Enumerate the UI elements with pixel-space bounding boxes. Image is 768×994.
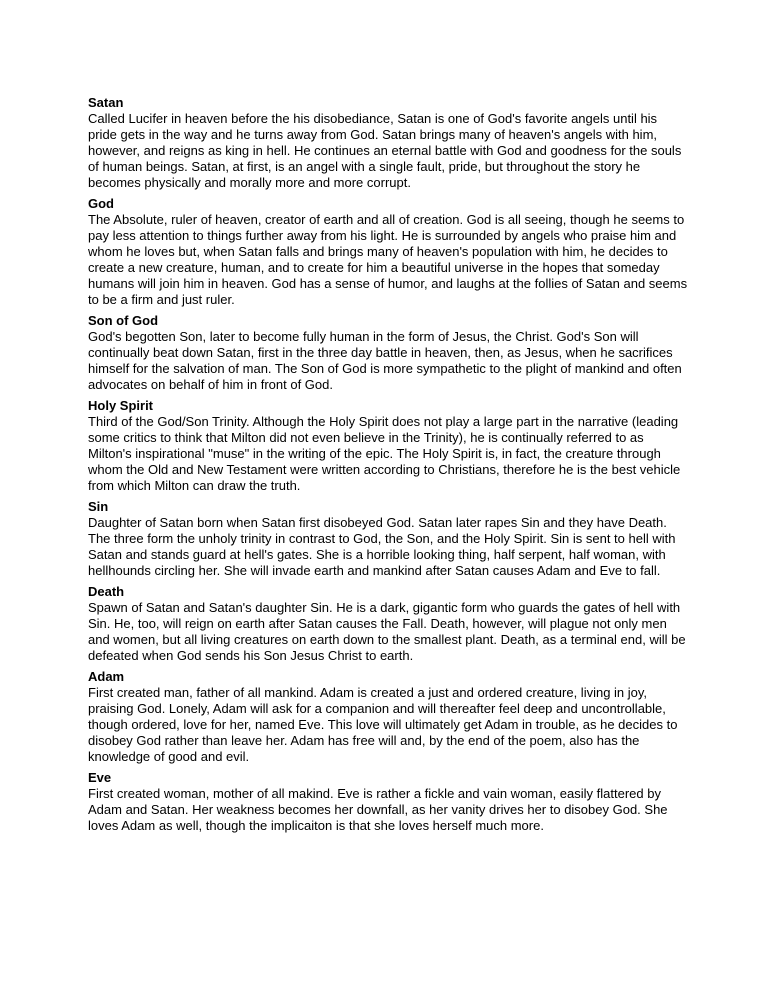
character-name: Son of God — [88, 313, 159, 328]
character-entry-eve — [88, 769, 688, 834]
character-name: Holy Spirit — [88, 398, 154, 413]
character-entry-god — [88, 195, 688, 308]
character-description: Called Lucifer in heaven before the his disobediance, Satan is one of God's favorite angels until his pride gets in the way and he turns away from God. Satan brings many of heaven's angels with him, however, and reigns as king in hell. He continues an eternal battle with God and goodness for the souls of human beings. Satan, at first, is an angel with a single fault, pride, but throughout the story he becomes physically and morally more and more corrupt. — [88, 111, 682, 190]
character-name: Adam — [88, 669, 125, 684]
character-name: Eve — [88, 770, 112, 785]
document-page — [88, 94, 688, 838]
character-name: Death — [88, 584, 125, 599]
character-entry-holy-spirit — [88, 397, 688, 494]
character-entry-adam — [88, 668, 688, 765]
character-description: Spawn of Satan and Satan's daughter Sin. He is a dark, gigantic form who guards the gates of hell with Sin. He, too, will reign on earth after Satan causes the Fall. Death, however, will plague not only men and women, but all living creatures on earth down to the smallest plant. Death, as a terminal end, will be defeated when God sends his Son Jesus Christ to earth. — [88, 600, 686, 663]
character-name: Satan — [88, 95, 124, 110]
character-description: The Absolute, ruler of heaven, creator of earth and all of creation. God is all seeing, though he seems to pay less attention to things further away from his light. He is surrounded by angels who praise him and whom he loves but, when Satan falls and brings many of heaven's population with him, he decides to create a new creature, human, and to create for him a beautiful universe in the hopes that someday humans will join him in heaven. God has a sense of humor, and laughs at the follies of Satan and seems to be a firm and just ruler. — [88, 212, 688, 307]
character-description: First created woman, mother of all makind. Eve is rather a fickle and vain woman, easily flattered by Adam and Satan. Her weakness becomes her downfall, as her vanity drives her to disobey God. She loves Adam as well, though the implicaiton is that she loves herself much more. — [88, 786, 668, 833]
character-entry-satan — [88, 94, 688, 191]
character-entry-son-of-god — [88, 312, 688, 393]
character-description: Daughter of Satan born when Satan first disobeyed God. Satan later rapes Sin and they have Death. The three form the unholy trinity in contrast to God, the Son, and the Holy Spirit. Sin is sent to hell with Satan and stands guard at hell's gates. She is a horrible looking thing, half serpent, half woman, with hellhounds circling her. She will invade earth and mankind after Satan causes Adam and Eve to fall. — [88, 515, 676, 578]
character-entry-death — [88, 583, 688, 664]
character-description: First created man, father of all mankind. Adam is created a just and ordered creature, living in joy, praising God. Lonely, Adam will ask for a companion and will thereafter feel deep and uncontrollable, though ordered, love for her, named Eve. This love will ultimately get Adam in trouble, as he decides to disobey God rather than leave her. Adam has free will and, by the end of the poem, also has the knowledge of good and evil. — [88, 685, 678, 764]
character-description: Third of the God/Son Trinity. Although the Holy Spirit does not play a large part in the narrative (leading some critics to think that Milton did not even believe in the Trinity), he is continually referred to as Milton's inspirational "muse" in the writing of the epic. The Holy Spirit is, in fact, the creature through whom the Old and New Testament were written according to Christians, therefore he is the best vehicle from which Milton can draw the truth. — [88, 414, 681, 493]
character-name: God — [88, 196, 114, 211]
character-entry-sin — [88, 498, 688, 579]
character-description: God's begotten Son, later to become fully human in the form of Jesus, the Christ. God's Son will continually beat down Satan, first in the three day battle in heaven, then, as Jesus, when he sacrifices himself for the salvation of man. The Son of God is more sympathetic to the plight of mankind and often advocates on behalf of him in front of God. — [88, 329, 682, 392]
character-name: Sin — [88, 499, 109, 514]
